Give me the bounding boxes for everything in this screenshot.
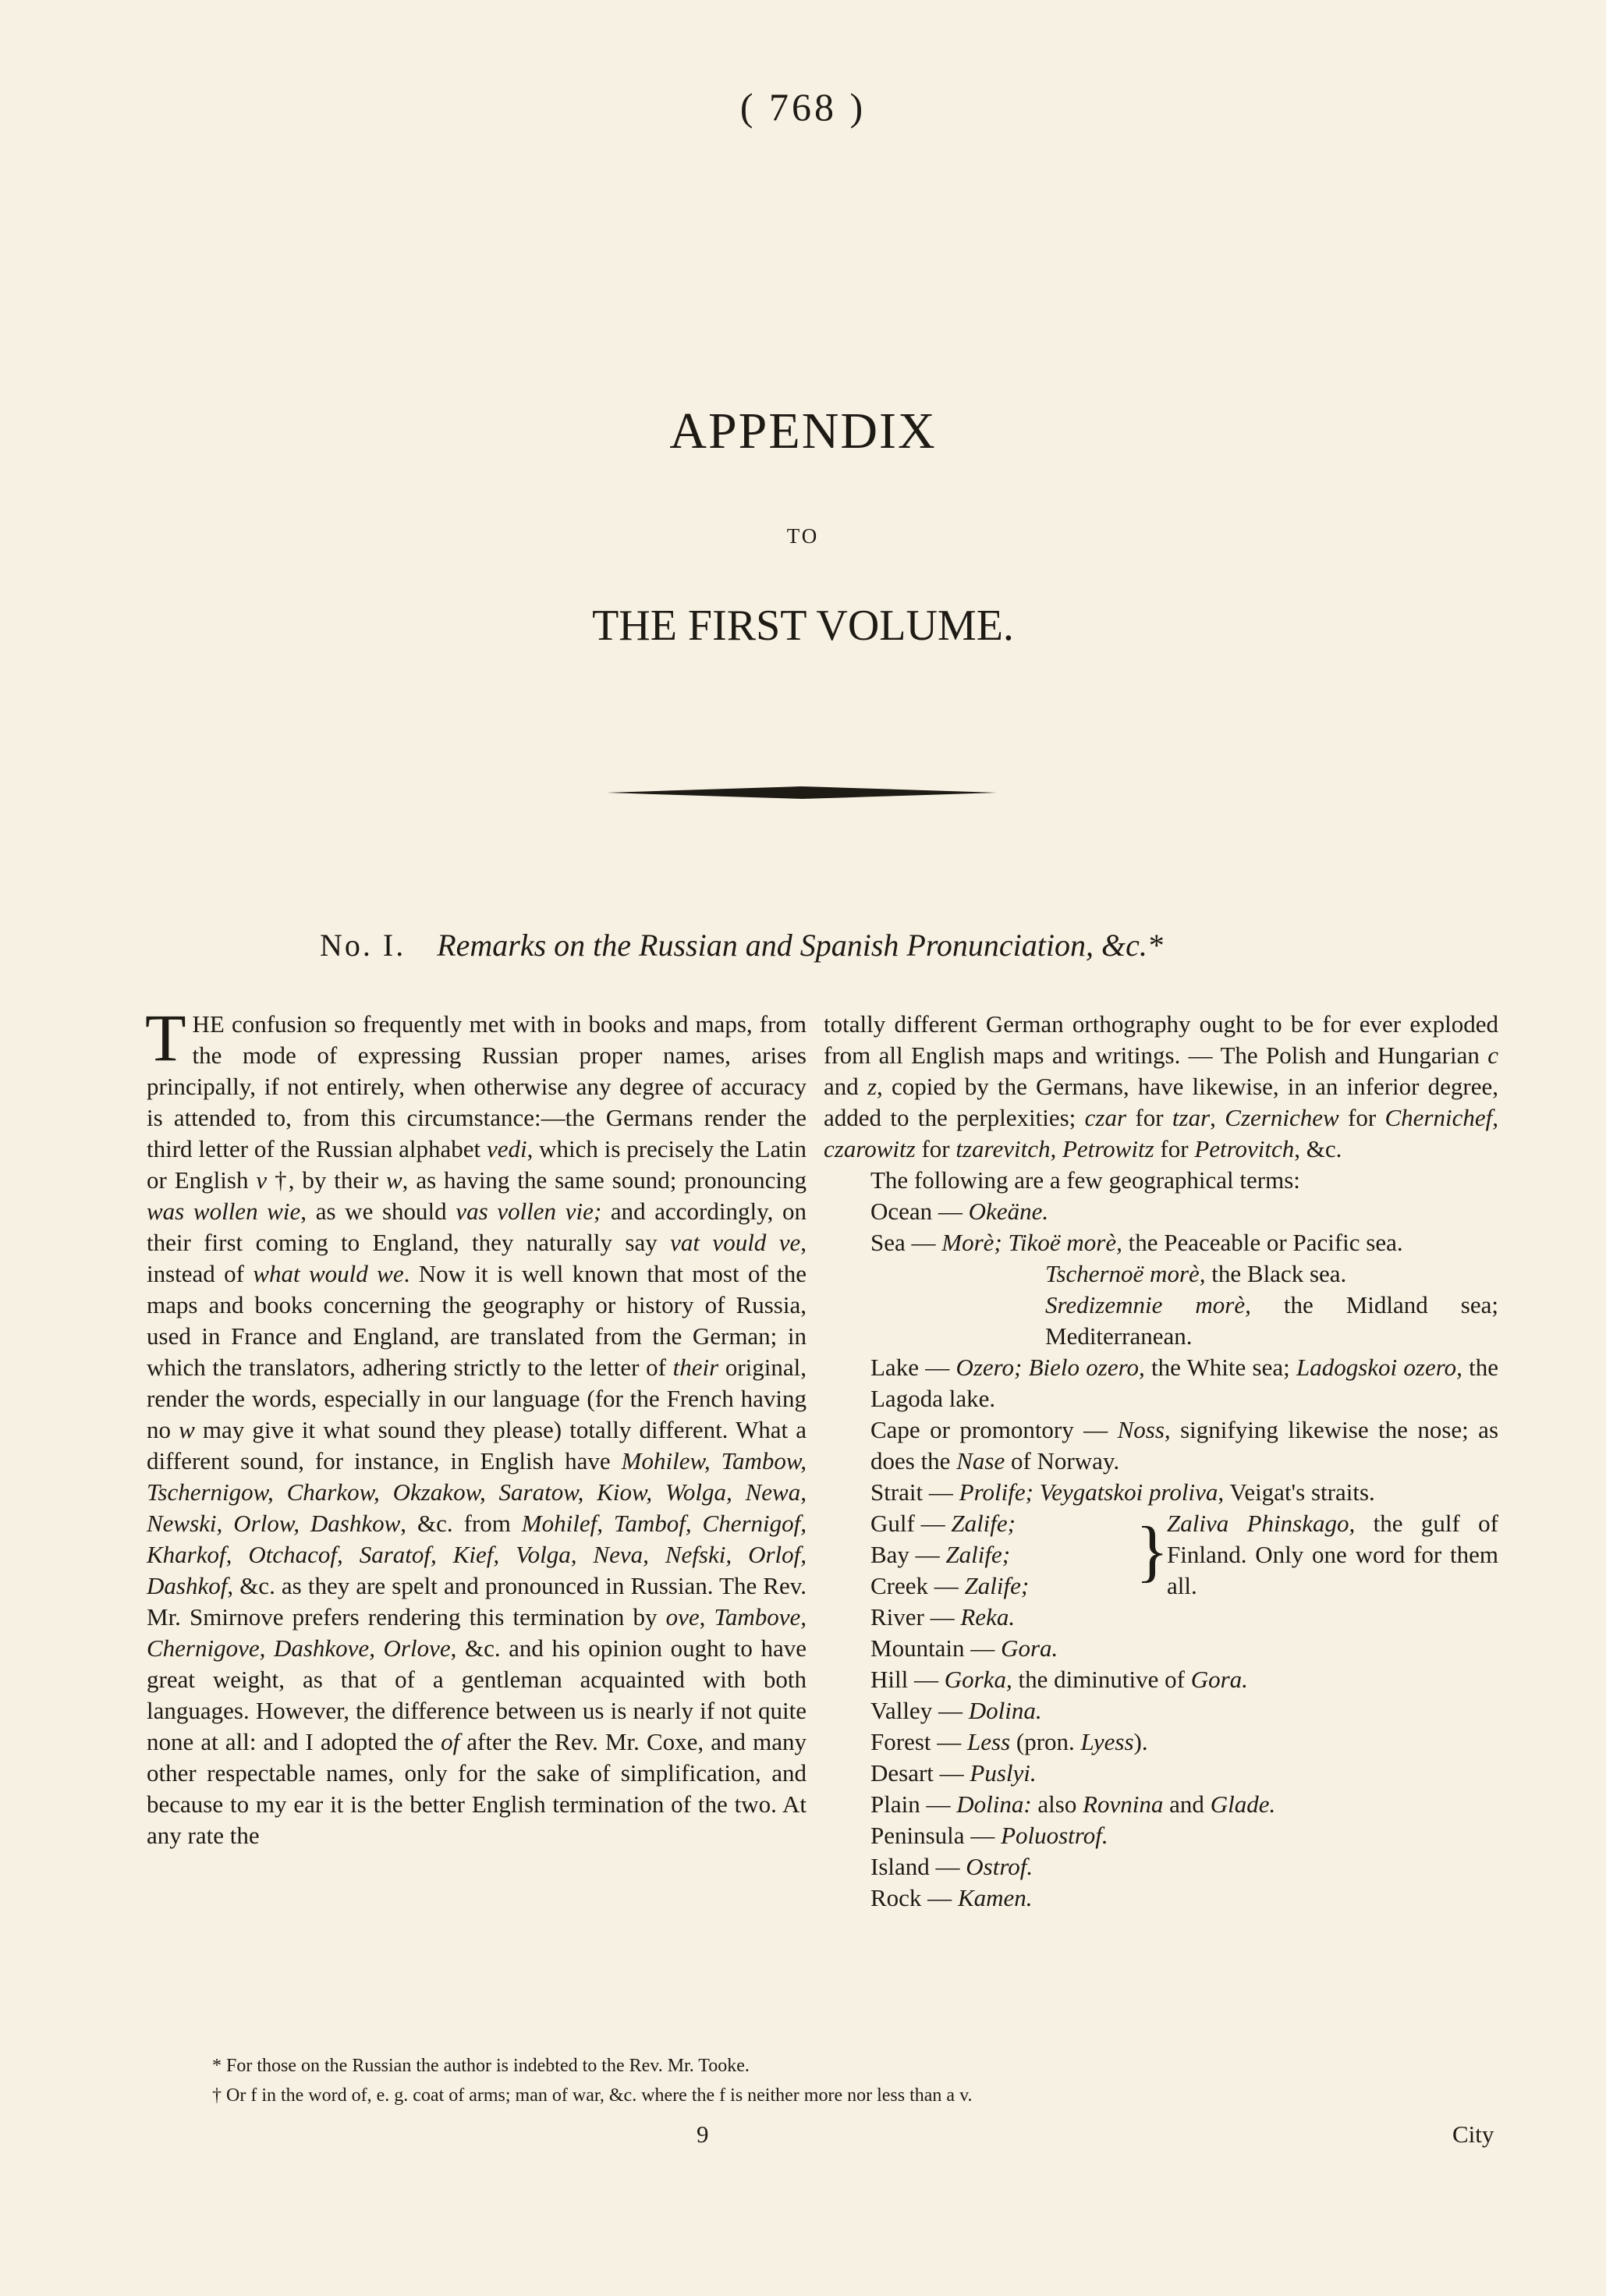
term-rock: Rock — Kamen. [870,1884,1033,1911]
right-paragraph: totally different German orthography ought to be for ever exploded from all English maps and writings. — The Polish and Hungarian c and z, copied by the Germans, have likewise, in an inferior degree, added to the perplexities; czar for tzar, Czernichew for Chernichef, czarowitz for tzarevitch, Petrowitz for Petrovitch, &c. [824,1010,1498,1162]
term-desart: Desart — Puslyi. [870,1759,1037,1787]
term-creek: Creek — Zalife; [870,1572,1030,1599]
catchword: City [1452,2120,1494,2148]
footnote-2: † Or f in the word of, e. g. coat of arms; man of war, &c. where the f is neither more nor less than a v. [212,2085,973,2106]
term-strait: Strait — Prolife; Veygatskoi proliva, Veigat's straits. [870,1478,1375,1506]
term-gulf: Gulf — Zalife; [870,1510,1016,1537]
appendix-subtitle: THE FIRST VOLUME. [592,602,1014,650]
signature-mark: 9 [697,2120,709,2148]
term-mountain: Mountain — Gora. [870,1634,1058,1662]
term-cape: Cape or promontory — Noss, signifying likewise the nose; as does the Nase of Norway. [870,1416,1499,1474]
drop-cap: T [145,1000,186,1075]
right-column [824,1009,1498,1914]
term-peninsula: Peninsula — Poluostrof. [870,1822,1108,1849]
appendix-title: APPENDIX [669,403,937,460]
section-heading-text: Remarks on the Russian and Spanish Pronunciation, &c.* [437,928,1163,963]
term-bay: Bay — Zalife; [870,1541,1011,1568]
left-column: THE confusion so frequently met with in books and maps, from the mode of expressing Russian proper names, arises principally, if not entirely, when otherwise any degree of accuracy is attended to, from this circumstance:—the Germans render the third letter of the Russian alphabet vedi, which is precisely the Latin or English v †, by their w, as having the same sound; pronouncing was wollen wie, as we should vas vollen vie; and accordingly, on their first coming to England, they naturally say vat vould ve, instead of what would we. Now it is well known that most of the maps and books concerning the geography or history of Russia, used in France and England, are translated from the German; in which the translators, adhering strictly to the letter of their original, render the words, especially in our language (for the French having no w may give it what sound they please) totally different. What a different sound, for instance, in English have Mohilew, Tambow, Tschernigow, Charkow, Okzakow, Saratow, Kiow, Wolga, Newa, Newski, Orlow, Dashkow, &c. from Mohilef, Tambof, Chernigof, Kharkof, Otchacof, Saratof, Kief, Volga, Neva, Nefski, Orlof, Dashkof, &c. as they are spelt and pronounced in Russian. The Rev. Mr. Smirnove prefers rendering this termination by ove, Tambove, Chernigove, Dashkove, Orlove, &c. and his opinion ought to have great weight, as that of a gentleman acquainted with both languages. However, the difference between us is nearly if not quite none at all: and I adopted the of after the Rev. Mr. Coxe, and many other respectable names, only for the sake of simplification, and because to my ear it is the better English termination of the two. At any rate the [145,1000,807,1849]
term-sea-midland: Sredizemnie morè, the Midland sea; Mediterranean. [1045,1291,1498,1350]
term-plain: Plain — Dolina: also Rovnina and Glade. [870,1790,1276,1818]
term-hill: Hill — Gorka, the diminutive of Gora. [870,1666,1248,1693]
footnote-1: * For those on the Russian the author is indebted to the Rev. Mr. Tooke. [212,2056,750,2076]
gulf-note: Zaliva Phinskago, the gulf of Finland. Only one word for them all. [1167,1510,1498,1599]
term-valley: Valley — Dolina. [870,1697,1042,1724]
brace: } [1136,1514,1169,1589]
ornamental-rule [607,782,997,803]
term-island: Island — Ostrof. [870,1853,1033,1880]
term-lake: Lake — Ozero; Bielo ozero, the White sea; Ladogskoi ozero, the Lagoda lake. [870,1354,1498,1412]
term-river: River — Reka. [870,1603,1016,1631]
term-ocean: Ocean — Okeäne. [870,1198,1049,1225]
term-gulf-group [870,1508,1498,1602]
term-sea: Sea — Morè; Tikoë morè, the Peaceable or Pacific sea. [870,1229,1403,1256]
title-to: TO [786,524,820,548]
terms-intro: The following are a few geographical terms: [870,1166,1300,1194]
term-forest: Forest — Less (pron. Lyess). [870,1728,1148,1755]
page-number: ( 768 ) [739,85,867,129]
geographical-terms [824,1196,1498,1914]
section-heading [320,927,1163,963]
term-sea-black: Tschernoë morè, the Black sea. [1045,1260,1347,1287]
section-number: No. I. [320,928,406,963]
